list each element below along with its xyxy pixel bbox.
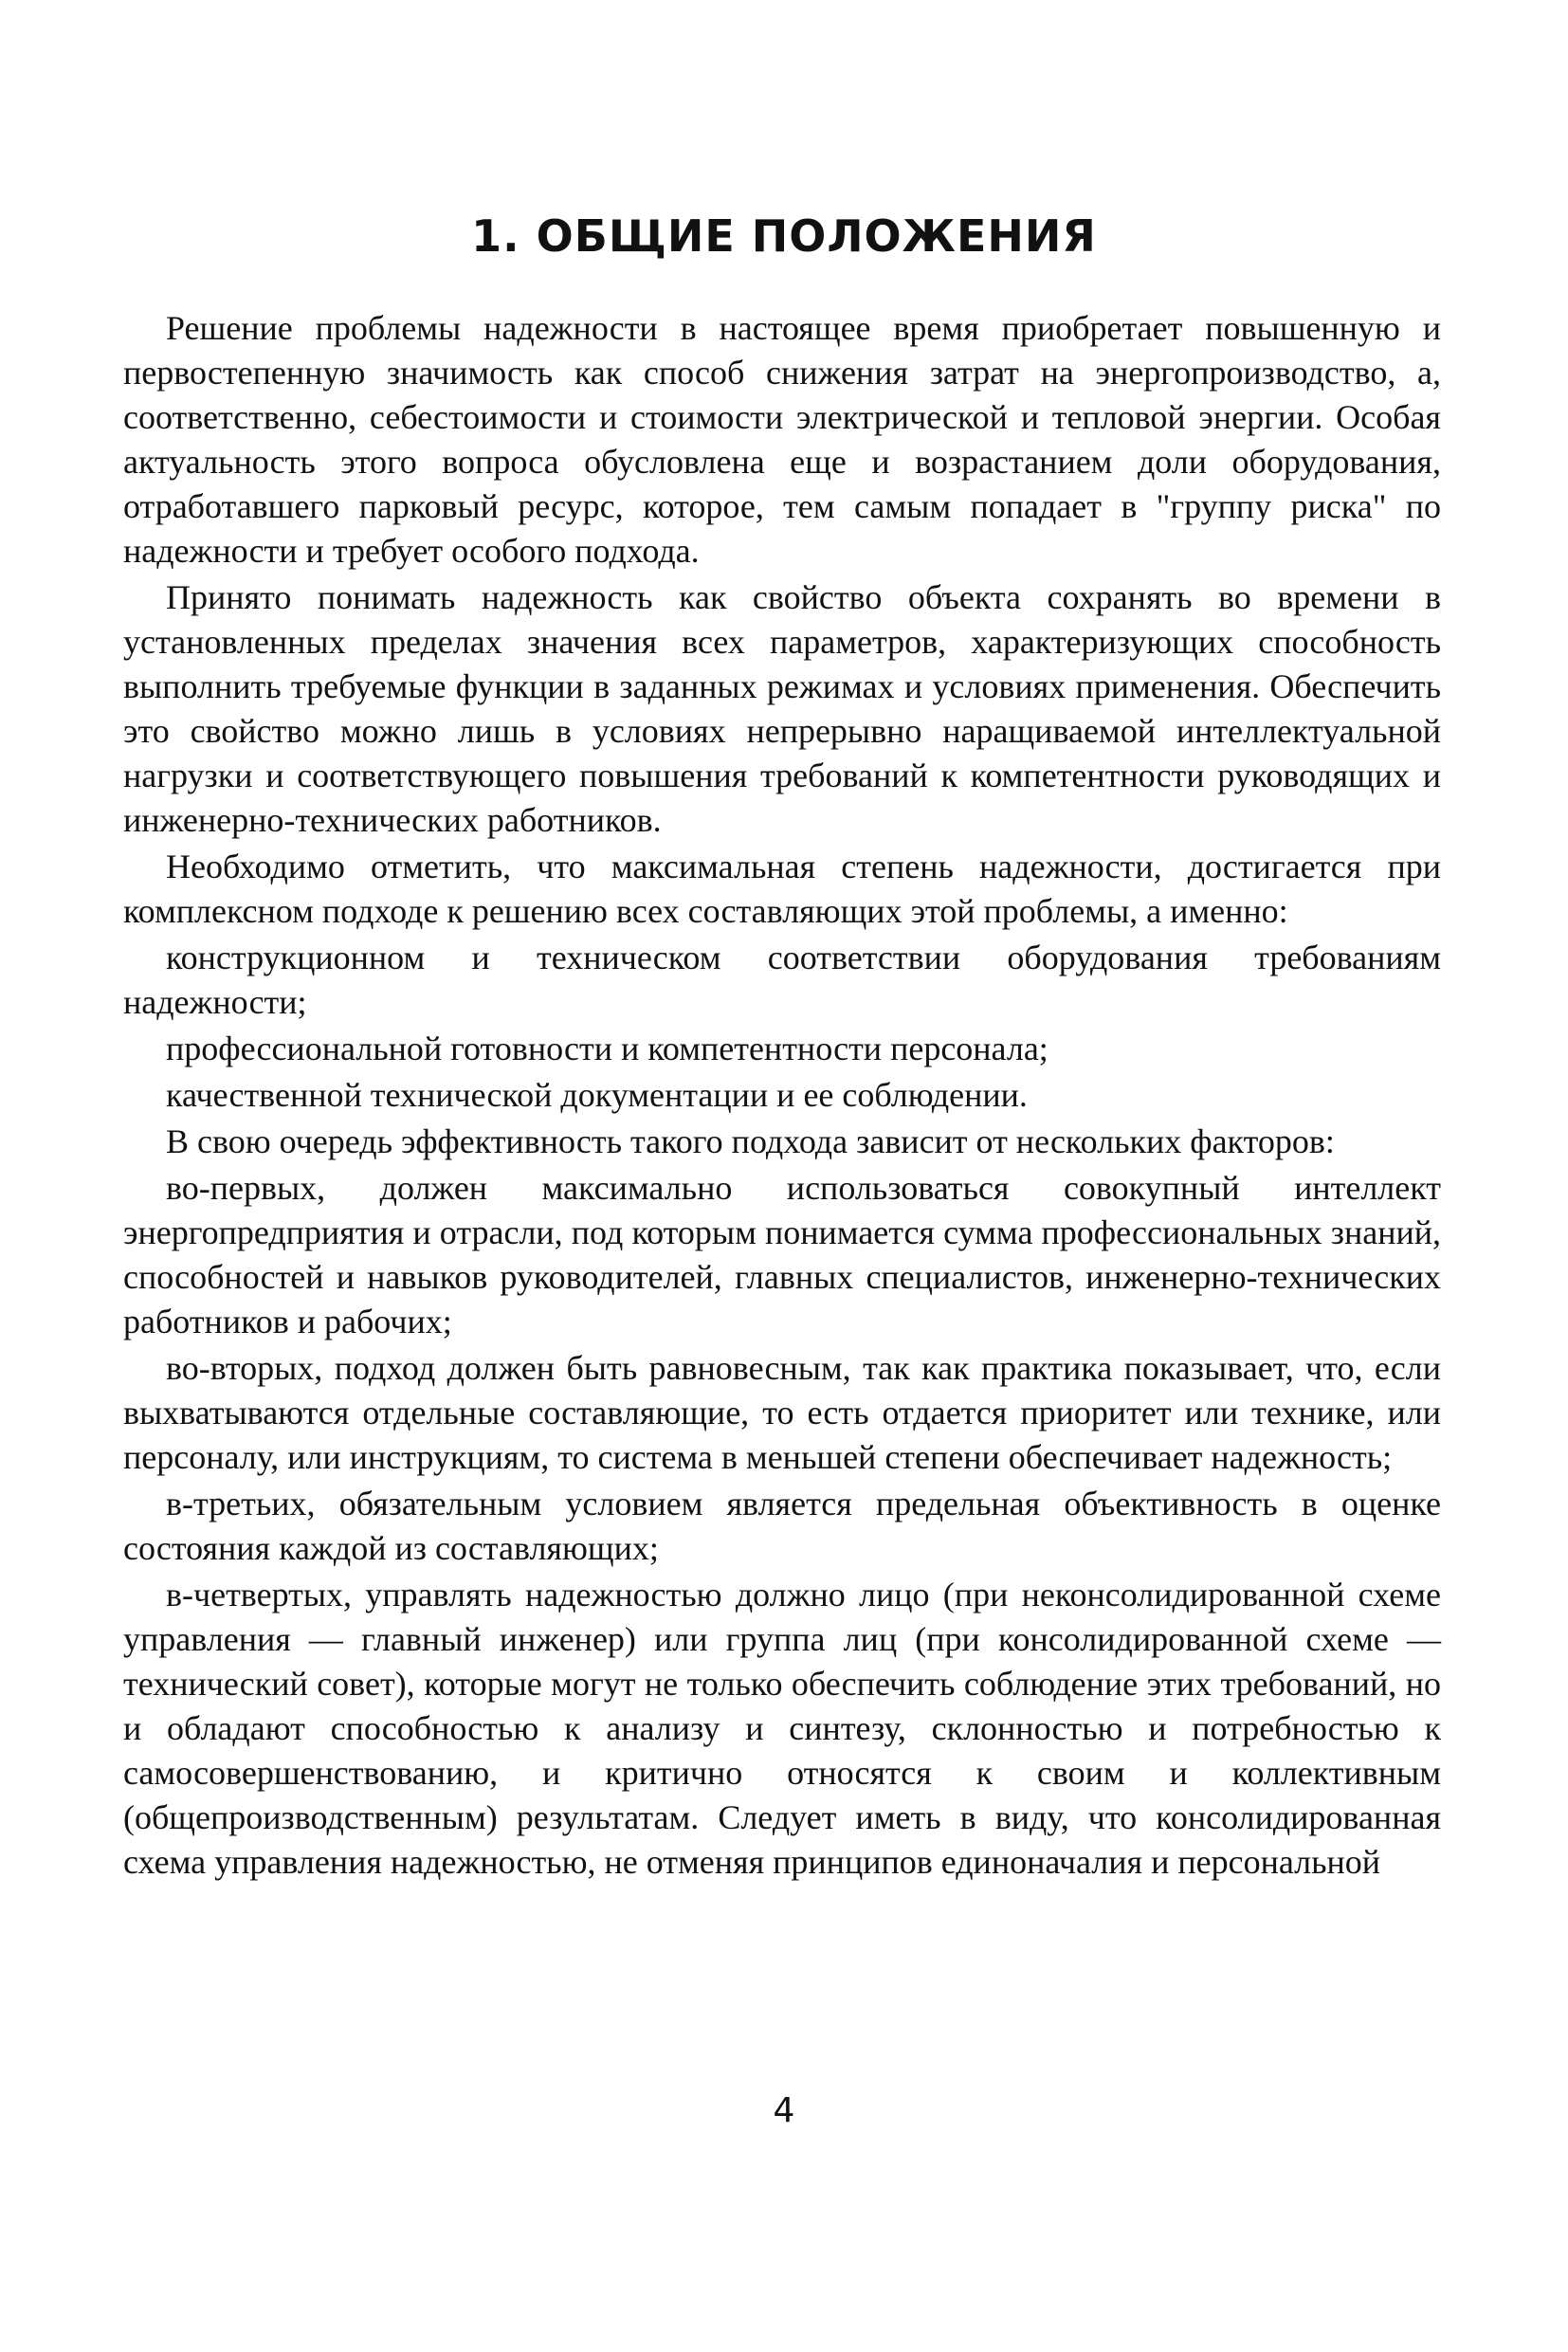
section-title: 1. ОБЩИЕ ПОЛОЖЕНИЯ xyxy=(471,210,1097,262)
factor-first: во-первых, должен максимально использоваться совокупный интеллект энергопредприятия и отрасли, под которым понимается сумма профессиональных знаний, способностей и навыков руководителей, главных специалистов, инженерно-технических работников и рабочих; xyxy=(123,1169,1441,1340)
factor-second: во-вторых, подход должен быть равновесным, так как практика показывает, что, если выхватываются отдельные составляющие, то есть отдается приоритет или технике, или персоналу, или инструкциям, то система в меньшей степени обеспечивает надежность; xyxy=(123,1349,1441,1476)
list-item-equipment: конструкционном и техническом соответствии оборудования требованиям надежности; xyxy=(123,939,1441,1021)
paragraph-definition: Принято понимать надежность как свойство объекта сохранять во времени в установленных пределах значения всех параметров, характеризующих способность выполнить требуемые функции в заданных режимах и условиях применения. Обеспечить это свойство можно лишь в условиях непрерывно наращиваемой интеллектуальной нагрузки и соответствующего повышения требований к компетентности руководящих и инженерно-технических работников. xyxy=(123,578,1441,839)
paragraph-intro: Решение проблемы надежности в настоящее время приобретает повышенную и первостепенную значимость как способ снижения затрат на энергопроизводство, а, соответственно, себестоимости и стоимости электрической и тепловой энергии. Особая актуальность этого вопроса обусловлена еще и возрастанием доли оборудования, отработавшего парковый ресурс, которое, тем самым попадает в "группу риска" по надежности и требует особого подхода. xyxy=(123,309,1441,570)
list-item-documentation: качественной технической документации и ее соблюдении. xyxy=(166,1076,1028,1114)
body-text xyxy=(123,306,1441,1887)
factor-fourth: в-четвертых, управлять надежностью должно лицо (при неконсолидированной схеме управления — главный инженер) или группа лиц (при консолидированной схеме — технический совет), которые могут не только обеспечить соблюдение этих требований, но и обладают способностью к анализу и синтезу, склонностью и потребностью к самосовершенствованию, и критично относятся к своим и коллективным (общепроизводственным) результатам. Следует иметь в виду, что консолидированная схема управления надежностью, не отменяя принципов единоначалия и персональной xyxy=(123,1576,1441,1881)
paragraph-factors: В свою очередь эффективность такого подхода зависит от нескольких факторов: xyxy=(166,1122,1335,1160)
page-number: 4 xyxy=(773,2091,795,2130)
paragraph-complex-approach: Необходимо отметить, что максимальная степень надежности, достигается при комплексном подходе к решению всех составляющих этой проблемы, а именно: xyxy=(123,848,1441,930)
list-item-personnel: профессиональной готовности и компетентности персонала; xyxy=(166,1030,1048,1067)
factor-third: в-третьих, обязательным условием является предельная объективность в оценке состояния каждой из составляющих; xyxy=(123,1485,1441,1567)
